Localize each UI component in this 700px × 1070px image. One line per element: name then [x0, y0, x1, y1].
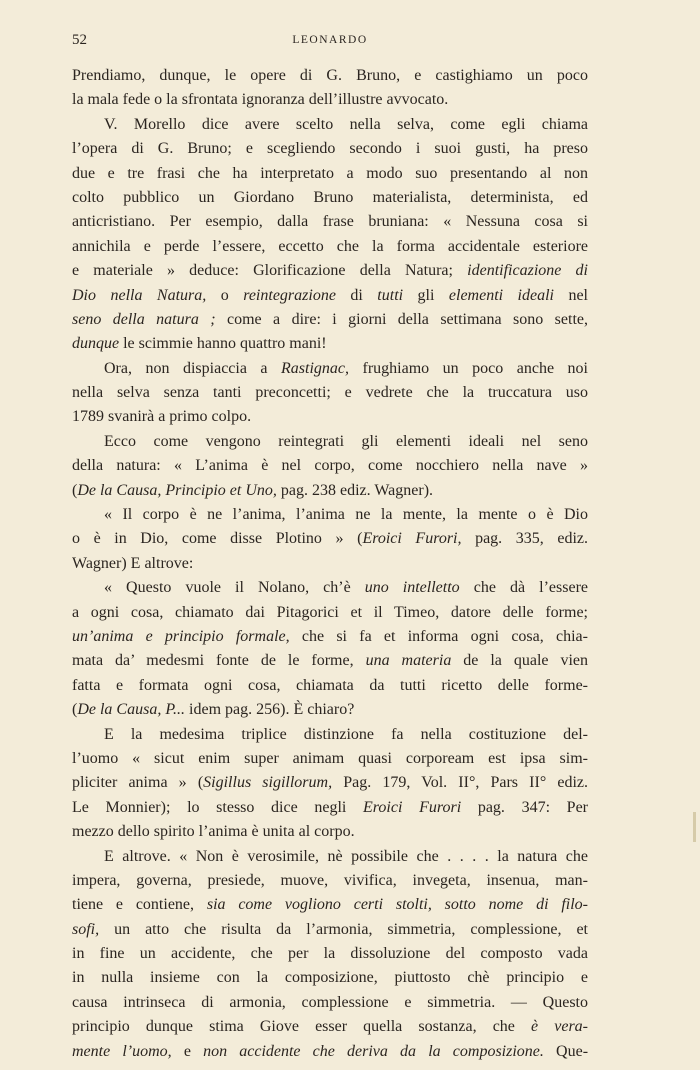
text-span: che si fa et informa ogni cosa, chia-	[289, 627, 588, 645]
text-line	[72, 210, 588, 234]
text-span: Ecco come vengono reintegrati gli elementi ideali nel seno	[104, 432, 588, 450]
text-line	[72, 796, 588, 820]
text-span: Wagner) E altrove:	[72, 554, 194, 572]
text-line	[72, 259, 588, 283]
text-line	[72, 918, 588, 942]
italic-text: Eroici Furori	[363, 798, 462, 816]
text-span: V. Morello dice avere scelto nella selva, come egli chiama	[104, 115, 588, 133]
text-span: Prendiamo, dunque, le opere di G. Bruno, e castighiamo un poco	[72, 67, 588, 84]
text-line	[72, 430, 588, 454]
text-line	[72, 357, 588, 381]
text-line	[72, 479, 588, 503]
text-span: pag. 335, ediz.	[461, 530, 588, 548]
italic-text: mente l’uomo,	[72, 1042, 172, 1060]
text-span: o è in Dio, come disse Plotino » (	[72, 530, 363, 548]
page-header	[72, 32, 588, 52]
running-head: LEONARDO	[292, 34, 368, 46]
text-span: pliciter anima » (	[72, 774, 204, 792]
italic-text: De la Causa, Principio et Uno,	[77, 481, 277, 499]
body-text	[72, 64, 588, 1064]
text-span: e	[171, 1042, 204, 1060]
text-span: colto pubblico un Giordano Bruno materialista, determinista, ed	[72, 188, 588, 206]
italic-text: Eroici Furori,	[362, 530, 462, 548]
text-span: 1789 svanirà a primo colpo.	[72, 408, 252, 426]
text-line	[72, 162, 588, 186]
text-line	[72, 991, 588, 1015]
text-line	[72, 332, 588, 356]
text-span: anticristiano. Per esempio, dalla frase bruniana: « Nessuna cosa si	[72, 213, 588, 231]
italic-text: seno della natura ;	[72, 310, 216, 328]
text-line	[72, 966, 588, 990]
text-span: pag. 347: Per	[461, 798, 589, 816]
text-line	[72, 284, 588, 308]
text-line	[72, 503, 588, 527]
text-line	[72, 893, 588, 917]
text-span: a ogni cosa, chiamato dai Pitagorici et il Timeo, datore delle forme;	[72, 603, 588, 621]
text-span: « Questo vuole il Nolano, ch’è	[104, 579, 365, 597]
text-span: l’uomo « sicut enim super animam quasi corpoream est ipsa sim-	[72, 749, 588, 767]
italic-text: Sigillus sigillorum,	[203, 774, 333, 792]
text-span: mezzo dello spirito l’anima è unita al corpo.	[72, 823, 355, 841]
text-span: e materiale » deduce: Glorificazione della Natura;	[72, 262, 468, 280]
text-span: o	[206, 286, 244, 304]
italic-text: è vera-	[531, 1018, 589, 1036]
text-span: in nulla insieme con la composizione, piuttosto chè principio e	[72, 969, 588, 987]
text-span: idem pag. 256). È chiaro?	[185, 701, 355, 719]
text-span: E la medesima triplice distinzione fa nella costituzione del-	[104, 725, 588, 743]
text-line	[72, 674, 588, 698]
text-line	[72, 820, 588, 844]
text-line	[72, 88, 588, 112]
text-span: la mala fede o la sfrontata ignoranza dell’illustre avvocato.	[72, 91, 449, 109]
italic-text: un’anima e principio formale,	[72, 627, 290, 645]
text-line	[72, 113, 588, 137]
text-line	[72, 64, 588, 88]
text-line	[72, 869, 588, 893]
text-span: gli	[403, 286, 449, 304]
text-span: della natura: « L’anima è nel corpo, come nocchiero nella nave »	[72, 457, 588, 475]
text-span: un atto che risulta da l’armonia, simmetria, complessione, et	[99, 920, 588, 938]
text-span: Le Monnier); lo stesso dice negli	[72, 798, 364, 816]
italic-text: una materia	[365, 652, 452, 670]
text-span: tiene e contiene,	[72, 896, 207, 914]
text-span: frughiamo un poco anche noi	[349, 359, 588, 377]
binding-mark	[693, 812, 696, 842]
text-span: de la quale vien	[451, 652, 589, 670]
text-span: causa intrinseca di armonia, complessione e simmetria. — Questo	[72, 993, 588, 1011]
text-span: (	[72, 481, 78, 499]
text-line	[72, 137, 588, 161]
text-span: Que-	[543, 1042, 589, 1060]
text-span: in fine un accidente, che per la dissoluzione del composto vada	[72, 945, 588, 963]
page-number: 52	[72, 32, 87, 48]
text-line	[72, 381, 588, 405]
text-line	[72, 698, 588, 722]
italic-text: identificazione di	[467, 262, 588, 280]
text-line	[72, 186, 588, 210]
text-span: fatta e formata ogni cosa, chiamata da tutti ricetto delle forme-	[72, 676, 588, 694]
text-span: l’opera di G. Bruno; e scegliendo secondo i suoi gusti, ha preso	[72, 140, 588, 158]
italic-text: reintegrazione	[243, 286, 336, 304]
text-line	[72, 942, 588, 966]
text-line	[72, 405, 588, 429]
italic-text: Rastignac,	[281, 359, 350, 377]
text-span: pag. 238 ediz. Wagner).	[276, 481, 434, 499]
italic-text: uno intelletto	[364, 579, 460, 597]
text-span: le scimmie hanno quattro mani!	[119, 335, 327, 353]
text-span: nella selva senza tanti preconcetti; e vedrete che la truccatura uso	[72, 384, 588, 402]
italic-text: De la Causa, P...	[77, 701, 186, 719]
text-line	[72, 235, 588, 259]
italic-text: tutti	[377, 286, 404, 304]
text-line	[72, 601, 588, 625]
text-line	[72, 747, 588, 771]
text-span: E altrove. « Non è verosimile, nè possibile che . . . . la natura che	[104, 847, 588, 865]
text-span: di	[335, 286, 378, 304]
text-span: due e tre frasi che ha interpretato a modo suo presentando al non	[72, 164, 588, 182]
italic-text: sofi,	[72, 920, 100, 938]
text-line	[72, 1040, 588, 1064]
text-span: annichila e perde l’essere, eccetto che la forma accidentale esteriore	[72, 237, 588, 255]
text-span: impera, governa, presiede, muove, vivifica, invegeta, insenua, man-	[72, 871, 588, 889]
text-line	[72, 552, 588, 576]
text-line	[72, 308, 588, 332]
text-line	[72, 723, 588, 747]
text-span: « Il corpo è ne l’anima, l’anima ne la mente, la mente o è Dio	[104, 506, 588, 524]
text-line	[72, 771, 588, 795]
text-span: nel	[553, 286, 588, 304]
text-line	[72, 527, 588, 551]
text-line	[72, 576, 588, 600]
text-span: che dà l’essere	[459, 579, 588, 597]
text-span: Ora, non dispiaccia a	[104, 359, 282, 377]
text-span: mata da’ medesmi fonte de le forme,	[72, 652, 366, 670]
text-line	[72, 649, 588, 673]
italic-text: non accidente che deriva da la composizione.	[203, 1042, 544, 1060]
italic-text: dunque	[72, 335, 120, 353]
text-line	[72, 454, 588, 478]
italic-text: Dio nella Natura,	[72, 286, 207, 304]
text-span: Pag. 179, Vol. II°, Pars II° ediz.	[332, 774, 589, 792]
italic-text: elementi ideali	[448, 286, 554, 304]
text-span: (	[72, 701, 78, 719]
text-line	[72, 625, 588, 649]
italic-text: sia come vogliono certi stolti, sotto nome di filo-	[206, 896, 588, 914]
text-line	[72, 845, 588, 869]
text-line	[72, 1015, 588, 1039]
text-span: come a dire: i giorni della settimana sono sette,	[215, 310, 589, 328]
text-span: principio dunque stima Giove esser quella sostanza, che	[72, 1018, 532, 1036]
